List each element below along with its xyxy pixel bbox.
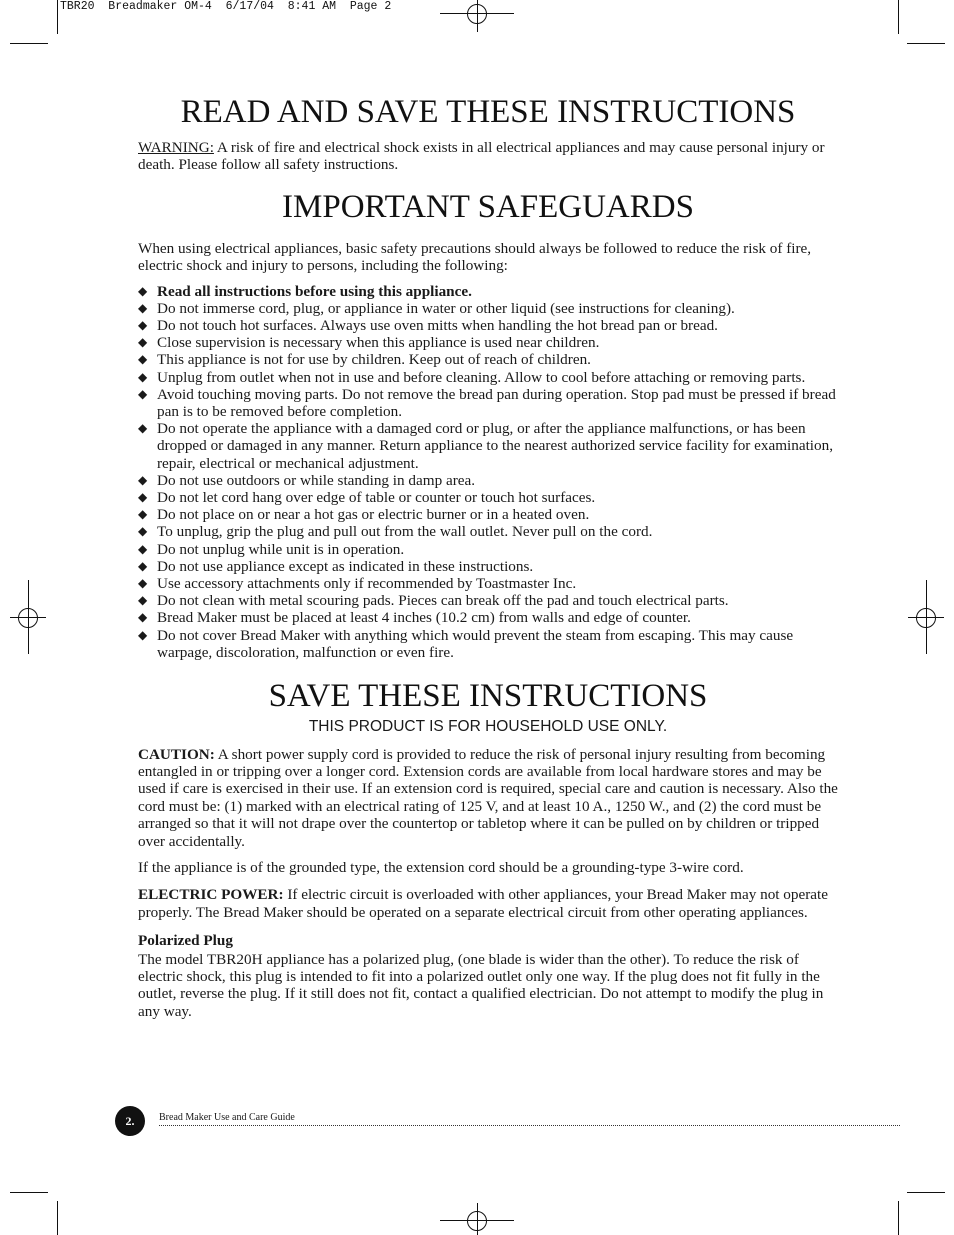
page-number-badge: 2.: [115, 1106, 145, 1136]
electric-power-paragraph: [138, 886, 838, 921]
heading-read-and-save: READ AND SAVE THESE INSTRUCTIONS: [180, 94, 796, 130]
list-item: ◆ Do not immerse cord, plug, or appliance in water or other liquid (see instructions for cleaning).: [138, 299, 735, 317]
caution-paragraph: [138, 746, 838, 850]
diamond-bullet-icon: ◆: [138, 335, 148, 350]
diamond-bullet-icon: ◆: [138, 369, 148, 384]
warning-paragraph: [138, 139, 838, 174]
printer-slug: TBR20 Breadmaker OM-4 6/17/04 8:41 AM Page 2: [60, 0, 392, 13]
list-item: ◆ To unplug, grip the plug and pull out from the wall outlet. Never pull on the cord.: [138, 523, 653, 541]
diamond-bullet-icon: ◆: [138, 610, 148, 625]
diamond-bullet-icon: ◆: [138, 576, 148, 591]
list-item: ◆ Do not clean with metal scouring pads. Pieces can break off the pad and touch electrical parts.: [138, 592, 729, 610]
diamond-bullet-icon: ◆: [138, 627, 148, 642]
warning-label: WARNING:: [138, 139, 214, 156]
list-item: ◆ Close supervision is necessary when this appliance is used near children.: [138, 334, 600, 352]
list-item: ◆ Do not use appliance except as indicated in these instructions.: [138, 557, 534, 575]
list-item: ◆ Do not let cord hang over edge of table or counter or touch hot surfaces.: [138, 489, 596, 507]
list-item: ◆ Do not operate the appliance with a damaged cord or plug, or after the appliance malfunctions, or has been dropped or damaged in any manner. Return appliance to the nearest authorized service facility for examination, repair, electrical or mechanical adjustment.: [138, 420, 834, 472]
footer-guide-title: Bread Maker Use and Care Guide: [159, 1112, 295, 1123]
crop-mark-bottom-right-v: [898, 1201, 899, 1235]
list-item: ◆ Use accessory attachments only if recommended by Toastmaster Inc.: [138, 575, 577, 593]
heading-important-safeguards: IMPORTANT SAFEGUARDS: [282, 188, 694, 225]
polarized-plug-title: Polarized Plug: [138, 932, 233, 950]
diamond-bullet-icon: ◆: [138, 300, 148, 315]
page-content: [138, 92, 838, 1020]
diamond-bullet-icon: ◆: [138, 318, 148, 333]
household-use-notice: THIS PRODUCT IS FOR HOUSEHOLD USE ONLY.: [308, 718, 668, 736]
list-item: ◆ Do not place on or near a hot gas or electric burner or in a heated oven.: [138, 506, 590, 524]
footer-dotted-rule: [159, 1125, 900, 1126]
caution-text: A short power supply cord is provided to reduce the risk of personal injury resulting from becoming entangled in or tripping over a longer cord. Extension cords are available from local hardware stores and may be used if care is exercised in their use. If an extension cord is required, special care and caution is necessary. Also the cord must be: (1) marked with an electrical rating of 125 V, and at least 10 A., 1250 W., and (2) the cord must be arranged so that it will not drape over the countertop or tabletop where it can be pulled on by children or tripped over accidentally.: [138, 745, 838, 850]
list-item: ◆ Do not cover Bread Maker with anything which would prevent the steam from escaping. This may cause warpage, discoloration, malfunction or even fire.: [138, 626, 794, 661]
warning-text: A risk of fire and electrical shock exists in all electrical appliances and may cause personal injury or death. Please follow all safety instructions.: [138, 139, 825, 174]
list-item: ◆ Do not use outdoors or while standing in damp area.: [138, 471, 476, 489]
crop-mark-top-left-v: [57, 0, 58, 34]
crop-mark-bottom-left-h: [10, 1192, 48, 1193]
crop-mark-top-right-h: [907, 43, 945, 44]
diamond-bullet-icon: ◆: [138, 507, 148, 522]
list-item: ◆ Do not unplug while unit is in operation.: [138, 540, 405, 558]
crop-mark-top-right-v: [898, 0, 899, 34]
list-item: ◆ Unplug from outlet when not in use and before cleaning. Allow to cool before attaching or removing parts.: [138, 368, 806, 386]
crop-mark-bottom-left-v: [57, 1201, 58, 1235]
diamond-bullet-icon: ◆: [138, 541, 148, 556]
diamond-bullet-icon: ◆: [138, 386, 148, 401]
electric-power-text: If electric circuit is overloaded with other appliances, your Bread Maker may not operate properly. The Bread Maker should be operated on a separate electrical circuit from other operating appliances.: [138, 886, 828, 921]
list-item: ◆ Read all instructions before using this appliance.: [138, 282, 472, 300]
list-item: ◆ Do not touch hot surfaces. Always use oven mitts when handling the hot bread pan or bread.: [138, 317, 718, 335]
safeguards-intro: When using electrical appliances, basic safety precautions should always be followed to reduce the risk of fire, electric shock and injury to persons, including the following:: [138, 239, 812, 275]
diamond-bullet-icon: ◆: [138, 593, 148, 608]
page-footer: [115, 1106, 900, 1136]
diamond-bullet-icon: ◆: [138, 472, 148, 487]
electric-power-label: ELECTRIC POWER:: [138, 886, 284, 904]
diamond-bullet-icon: ◆: [138, 524, 148, 539]
list-item: ◆ Avoid touching moving parts. Do not remove the bread pan during operation. Stop pad must be pressed if bread pan is to be removed before completion.: [138, 385, 836, 421]
diamond-bullet-icon: ◆: [138, 558, 148, 573]
grounded-paragraph: If the appliance is of the grounded type, the extension cord should be a grounding-type 3-wire cord.: [138, 858, 744, 876]
safeguards-list: [138, 283, 838, 661]
diamond-bullet-icon: ◆: [138, 421, 148, 436]
diamond-bullet-icon: ◆: [138, 283, 148, 298]
list-item: ◆ Bread Maker must be placed at least 4 inches (10.2 cm) from walls and edge of counter.: [138, 609, 691, 627]
heading-save-these-instructions: SAVE THESE INSTRUCTIONS: [268, 678, 708, 715]
diamond-bullet-icon: ◆: [138, 352, 148, 367]
crop-mark-bottom-right-h: [907, 1192, 945, 1193]
list-item: ◆ This appliance is not for use by children. Keep out of reach of children.: [138, 351, 591, 369]
polarized-plug-text: The model TBR20H appliance has a polarized plug, (one blade is wider than the other). To reduce the risk of electric shock, this plug is intended to fit into a polarized outlet only one way. If the plug does not fit fully in the outlet, reverse the plug. If it still does not fit, contact a qualified electrician. Do not attempt to modify the plug in any way.: [138, 950, 824, 1020]
caution-label: CAUTION:: [138, 745, 215, 763]
diamond-bullet-icon: ◆: [138, 490, 148, 505]
crop-mark-top-left-h: [10, 43, 48, 44]
